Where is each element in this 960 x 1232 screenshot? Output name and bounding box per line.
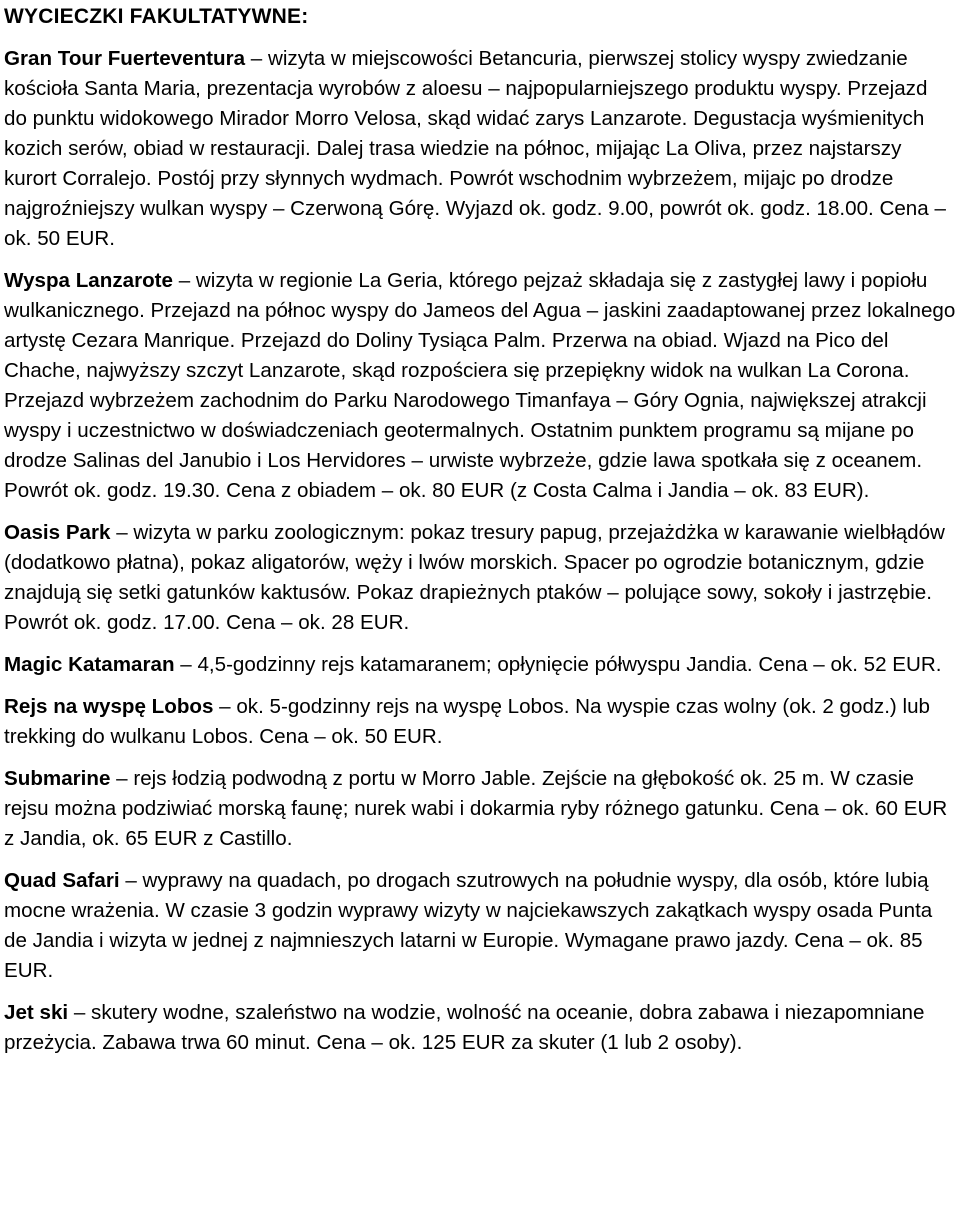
excursion-lanzarote: [4, 266, 956, 506]
excursion-description: – wyprawy na quadach, po drogach szutrowych na południe wyspy, dla osób, które lubią mocne wrażenia. W czasie 3 godzin wyprawy wizyty w najciekawszych zakątkach wyspy osada Punta de Jandia i wizyta w jednej z najmnieszych latarni w Europie. Wymagane prawo jazdy. Cena – ok. 85 EUR.: [4, 869, 933, 982]
excursion-name: Wyspa Lanzarote: [4, 269, 173, 292]
excursion-name: Oasis Park: [4, 521, 111, 544]
excursion-description: – skutery wodne, szaleństwo na wodzie, wolność na oceanie, dobra zabawa i niezapomniane przeżycia. Zabawa trwa 60 minut. Cena – ok. 125 EUR za skuter (1 lub 2 osoby).: [4, 1001, 925, 1054]
excursion-lobos: [4, 692, 956, 752]
excursion-oasis-park: [4, 518, 956, 638]
excursion-description: – wizyta w miejscowości Betancuria, pierwszej stolicy wyspy zwiedzanie kościoła Santa Maria, prezentacja wyrobów z aloesu – najpopularniejszego produktu wyspy. Przejazd do punktu widokowego Mirador Morro Velosa, skąd widać zarys Lanzarote. Degustacja wyśmienitych kozich serów, obiad w restauracji. Dalej trasa wiedzie na północ, mijając La Oliva, przez najstarszy kurort Corralejo. Postój przy słynnych wydmach. Powrót wschodnim wybrzeżem, mijajc po drodze najgroźniejszy wulkan wyspy – Czerwoną Górę. Wyjazd ok. godz. 9.00, powrót ok. godz. 18.00. Cena – ok. 50 EUR.: [4, 47, 946, 250]
excursion-name: Submarine: [4, 767, 111, 790]
excursion-submarine: [4, 764, 956, 854]
page-heading: WYCIECZKI FAKULTATYWNE:: [4, 5, 309, 28]
excursion-description: – wizyta w parku zoologicznym: pokaz tresury papug, przejażdżka w karawanie wielbłądów (dodatkowo płatna), pokaz aligatorów, węży i lwów morskich. Spacer po ogrodzie botanicznym, gdzie znajdują się setki gatunków kaktusów. Pokaz drapieżnych ptaków – polujące sowy, sokoły i jastrzębie. Powrót ok. godz. 17.00. Cena – ok. 28 EUR.: [4, 521, 945, 634]
excursion-description: – ok. 5-godzinny rejs na wyspę Lobos. Na wyspie czas wolny (ok. 2 godz.) lub trekking do wulkanu Lobos. Cena – ok. 50 EUR.: [4, 695, 930, 748]
excursion-gran-tour: [4, 44, 956, 254]
excursion-name: Gran Tour Fuerteventura: [4, 47, 246, 70]
excursion-description: – rejs łodzią podwodną z portu w Morro Jable. Zejście na głębokość ok. 25 m. W czasie rejsu można podziwiać morską faunę; nurek wabi i dokarmia ryby różnego gatunku. Cena – ok. 60 EUR z Jandia, ok. 65 EUR z Castillo.: [4, 767, 948, 850]
excursion-name: Magic Katamaran: [4, 653, 175, 676]
excursion-name: Quad Safari: [4, 869, 120, 892]
excursion-name: Rejs na wyspę Lobos: [4, 695, 214, 718]
excursion-name: Jet ski: [4, 1001, 69, 1024]
excursion-description: – wizyta w regionie La Geria, którego pejzaż składaja się z zastygłej lawy i popiołu wulkanicznego. Przejazd na północ wyspy do Jameos del Agua – jaskini zaadaptowanej przez lokalnego artystę Cezara Manrique. Przejazd do Doliny Tysiąca Palm. Przerwa na obiad. Wjazd na Pico del Chache, najwyższy szczyt Lanzarote, skąd rozpościera się przepiękny widok na wulkan La Corona. Przejazd wybrzeżem zachodnim do Parku Narodowego Timanfaya – Góry Ognia, największej atrakcji wyspy i uczestnictwo w doświadczeniach geotermalnych. Ostatnim punktem programu są mijane po drodze Salinas del Janubio i Los Hervidores – urwiste wybrzeże, gdzie lawa spotkała się z oceanem. Powrót ok. godz. 19.30. Cena z obiadem – ok. 80 EUR (z Costa Calma i Jandia – ok. 83 EUR).: [4, 269, 956, 502]
excursion-magic-katamaran: [4, 650, 956, 680]
excursion-jet-ski: [4, 998, 956, 1058]
excursion-description: – 4,5-godzinny rejs katamaranem; opłynięcie półwyspu Jandia. Cena – ok. 52 EUR.: [174, 653, 942, 676]
excursion-quad-safari: [4, 866, 956, 986]
